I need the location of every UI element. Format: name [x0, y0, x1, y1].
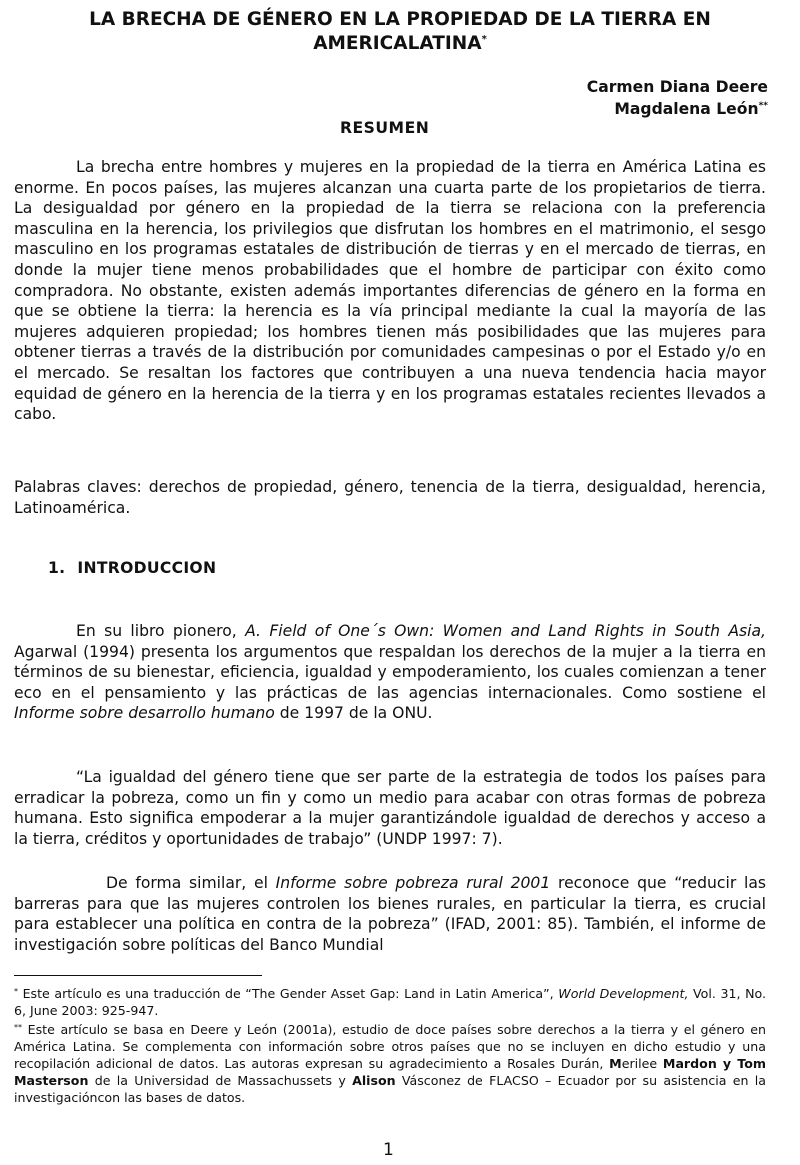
intro-p3-text-b: reconoce que “reducir las barreras para que las mujeres controlen los bienes rurales, en particular la tierra, es crucial para establecer una política en contra de la pobreza” (IFAD, 2001: 85). También, el informe de investigación sobre políticas del Banco Mundial — [14, 874, 766, 954]
abstract-body: La brecha entre hombres y mujeres en la propiedad de la tierra en América Latina es enorme. En pocos países, las mujeres alcanzan una cuarta parte de los propietarios de tierra. La desigualdad por género en la propiedad de la tierra se relaciona con la preferencia masculina en la herencia, los privilegios que disfrutan los hombres en el matrimonio, el sesgo masculino en los programas estatales de distribución de tierras y en el mercado de tierras, en donde la mujer tiene menos probabilidades que el hombre de participar con éxito como compradora. No obstante, existen además importantes diferencias de género en la forma en que se obtiene la tierra: la herencia es la vía principal mediante la cual la mayoría de las mujeres adquieren propiedad; los hombres tienen más posibilidades que las mujeres para obtener tierras a través de la distribución por comunidades campesinas o por el Estado y/o en el mercado. Se resaltan los factores que contribuyen a una nueva tendencia hacia mayor equidad de género en la herencia de la tierra y en los programas estatales recientes llevados a cabo. — [14, 158, 766, 424]
footnote-2-text-b: erilee — [621, 1056, 663, 1071]
footnote-2-bold-m: M — [609, 1056, 622, 1071]
report-title-ifad: Informe sobre pobreza rural 2001 — [275, 874, 551, 892]
author-2 — [587, 98, 768, 120]
intro-p1-text-b: Agarwal (1994) presenta los argumentos que respaldan los derechos de la mujer a la tierra en términos de su bienestar, eficiencia, igualdad y empoderamiento, los cuales comienzan a tener eco en el pensamiento y las prácticas de las agencias internacionales. Como sostiene el — [14, 642, 766, 702]
footnote-2-text-d: Vásconez de FLACSO – Ecuador por su asistencia en la investigacióncon las bases de datos. — [14, 1073, 767, 1105]
author-block — [587, 76, 768, 120]
intro-paragraph-3 — [14, 873, 766, 955]
footnote-1-text-b: Vol. 31, No. 6, June 2003: 925-947. — [14, 986, 766, 1018]
footnote-1-journal: World Development, — [558, 986, 689, 1001]
title-line-1: LA BRECHA DE GÉNERO EN LA PROPIEDAD DE LA TIERRA EN — [89, 9, 711, 30]
section-1-title: INTRODUCCION — [77, 559, 217, 577]
intro-p3-text-a: De forma similar, el — [106, 874, 276, 892]
author-2-footnote-mark: ** — [758, 101, 768, 111]
keywords: Palabras claves: derechos de propiedad, género, tenencia de la tierra, desigualdad, herencia, Latinoamérica. — [14, 478, 766, 517]
footnote-separator — [14, 975, 262, 976]
report-title-undp: Informe sobre desarrollo humano — [14, 704, 275, 723]
footnote-1-text-a: Este artículo es una traducción de “The Gender Asset Gap: Land in Latin America”, — [18, 986, 559, 1001]
footnote-2 — [14, 1021, 766, 1106]
author-2-name: Magdalena León — [614, 100, 759, 118]
book-title: A. Field of One´s Own: Women and Land Rights in South Asia, — [245, 622, 767, 640]
intro-paragraph-1 — [14, 621, 766, 724]
footnote-2-bold-alison: Alison — [352, 1073, 396, 1088]
section-1-heading — [48, 558, 228, 579]
footnote-2-bold-names: Mardon y Tom Masterson — [14, 1056, 766, 1088]
page-number: 1 — [383, 1140, 394, 1160]
undp-quote: “La igualdad del género tiene que ser parte de la estrategia de todos los países para erradicar la pobreza, como un fin y como un medio para acabar con otras formas de pobreza humana. Esto significa empoderar a la mujer garantizándole igualdad de derechos y acceso a la tierra, créditos y oportunidades de trabajo” (UNDP 1997: 7). — [14, 768, 766, 848]
footnote-2-mark: ** — [14, 1023, 22, 1032]
title-footnote-mark: * — [481, 34, 487, 45]
section-1-number: 1. — [48, 559, 66, 577]
footnote-1-mark: * — [14, 987, 18, 996]
paper-title — [20, 8, 780, 56]
footnote-1 — [14, 985, 766, 1019]
intro-p1-text-c: de 1997 de la ONU. — [274, 704, 433, 723]
author-1: Carmen Diana Deere — [586, 78, 768, 96]
footnote-2-text-a: Este artículo se basa en Deere y León (2001a), estudio de doce países sobre derechos a la tierra y el género en América Latina. Se complementa con información sobre otros países que no se incluyen en dicho estudio y una recopilación adicional de datos. Las autoras expresan su agradecimiento a Rosales Durán, — [14, 1022, 766, 1071]
intro-p1-text-a: En su libro pionero, — [76, 622, 246, 640]
footnote-2-text-c: de la Universidad de Massachussets y — [88, 1073, 353, 1088]
title-line-2: AMERICALATINA — [313, 33, 482, 54]
abstract-heading: RESUMEN — [340, 119, 430, 137]
